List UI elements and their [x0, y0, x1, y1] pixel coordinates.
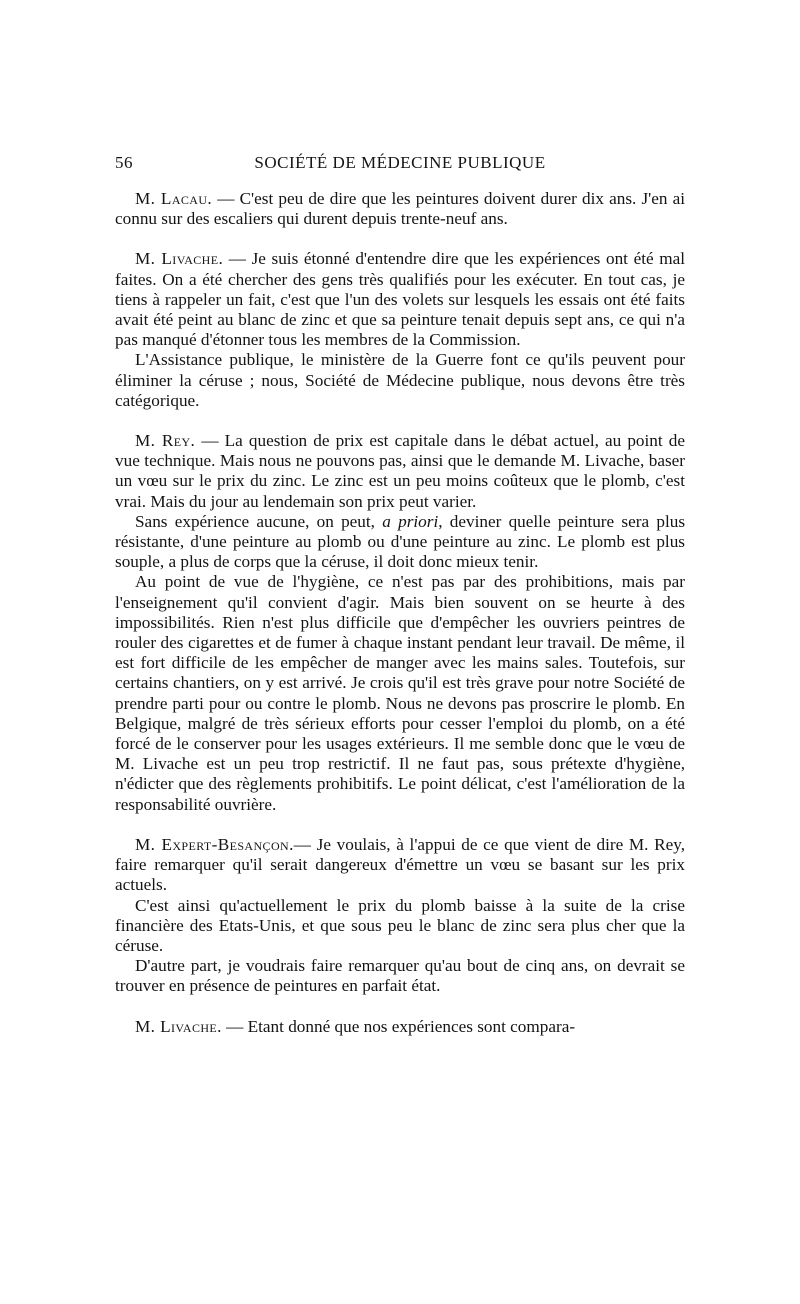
italic-phrase: a priori — [382, 511, 439, 531]
paragraph-text: — Je voulais, à l'appui de ce que vient de dire M. Rey, faire remarquer qu'il serait dangereux d'émettre un vœu se basant sur les prix actuels. — [115, 834, 685, 895]
running-title: SOCIÉTÉ DE MÉDECINE PUBLIQUE — [254, 153, 546, 172]
paragraph-text: — La question de prix est capitale dans le débat actuel, au point de vue technique. Mais nous ne pouvons pas, ainsi que le demande M. Livache, baser un vœu sur le prix du zinc. Le zinc est un peu moins coûteux que le plomb, c'est vrai. Mais du jour au lendemain son prix peut varier. — [115, 431, 685, 511]
paragraph-autre-part: D'autre part, je voudrais faire remarquer qu'au bout de cinq ans, on devrait se trouver en présence de peintures en parfait état. — [115, 956, 685, 996]
paragraph-text: — Etant donné que nos expériences sont compara- — [221, 1016, 576, 1036]
paragraph-text: , deviner quelle peinture sera plus résistante, d'une peinture au plomb ou d'une peinture au zinc. Le plomb est plus souple, a plus de corps que la céruse, il doit donc mieux tenir. — [115, 511, 686, 572]
speaker-name: M. Lacau. — [135, 189, 213, 208]
document-page — [115, 0, 685, 1304]
paragraph-text: Sans expérience aucune, on peut, — [135, 511, 383, 531]
speaker-name: M. Livache. — [135, 249, 224, 269]
paragraph-livache — [115, 249, 685, 350]
page-number: 56 — [115, 153, 133, 172]
paragraph-livache-2 — [115, 1017, 685, 1037]
paragraph-hygiene: Au point de vue de l'hygiène, ce n'est pas par des prohibitions, mais par l'enseignement qu'il convient d'agir. Mais bien souvent on se heurte à des impossibilités. Rien n'est plus difficile que d'empêcher les ouvriers peintres de rouler des cigarettes et de fumer à chaque instant pendant leur travail. De même, il est fort difficile de les empêcher de manger avec les mains sales. Toutefois, sur certains chantiers, on y est arrivé. Je crois qu'il est très grave pour notre Société de prendre parti pour ou contre le plomb. Nous ne devons pas proscrire le plomb. En Belgique, malgré de très sérieux efforts pour cesser l'emploi du plomb, on a été forcé de le conserver pour les usages extérieurs. Il me semble donc que le vœu de M. Livache est un peu trop restrictif. Il ne faut pas, sous prétexte d'hygiène, n'édicter que des règlements prohibitifs. Le point délicat, c'est l'amélioration de la responsabilité ouvrière. — [115, 572, 685, 814]
speaker-name: M. Rey. — [135, 431, 196, 451]
body-text — [115, 189, 685, 1037]
paragraph-expert-besancon — [115, 835, 685, 896]
paragraph-sans-experience — [115, 512, 685, 573]
paragraph-text: — C'est peu de dire que les peintures doivent durer dix ans. J'en ai connu sur des escaliers qui durent depuis trente-neuf ans. — [115, 189, 685, 229]
paragraph-assistance-publique: L'Assistance publique, le ministère de la Guerre font ce qu'ils peuvent pour éliminer la céruse ; nous, Société de Médecine publique, nous devons être très catégorique. — [115, 350, 685, 410]
page-header — [115, 153, 685, 179]
paragraph-lacau — [115, 189, 685, 229]
speaker-name: M. Livache. — [135, 1016, 222, 1036]
paragraph-text: — Je suis étonné d'entendre dire que les expériences ont été mal faites. On a été chercher des gens très qualifiés pour les exécuter. En tout cas, je tiens à rappeler un fait, c'est que l'un des volets sur lesquels les essais ont été faits avait été peint au blanc de zinc et que sa peinture tenait depuis sept ans, ce qui n'a pas manqué d'étonner tous les membres de la Commission. — [115, 249, 685, 350]
paragraph-rey — [115, 431, 685, 512]
paragraph-prix-plomb: C'est ainsi qu'actuellement le prix du plomb baisse à la suite de la crise financière des Etats-Unis, et que sous peu le blanc de zinc sera plus cher que la céruse. — [115, 895, 685, 955]
speaker-name: M. Expert-Besançon. — [135, 834, 294, 854]
